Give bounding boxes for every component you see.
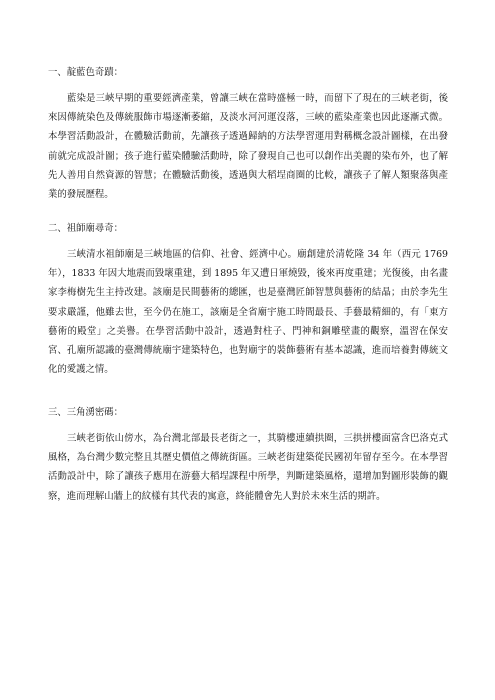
section-heading: 三、三角湧密碼： <box>48 407 124 418</box>
section-paragraph: 三峽清水祖師廟是三峽地區的信仰、社會、經濟中心。廟創建於清乾隆 34 年（西元 1769 年），1833 年因大地震而毀壞重建，到 1895 年又遭日軍燒毀，後來再度重建；光復後，由名畫家李梅樹先生主持改建。該廟是民間藝術的總匯，也是臺灣匠師智慧與藝術的結晶；由於李先生要求嚴謹，他雖去世，至今仍在施工，該廟是全省廟宇施工時間最長、手藝最精細的，有「東方藝術的殿堂」之美譽。在學習活動中設計，透過對柱子、門神和銅雕壁畫的觀察，溫習在保安宮、孔廟所認識的臺灣傳統廟宇建築特色，也對廟宇的裝飾藝術有基本認識，進而培養對傳統文化的愛護之情。 <box>48 249 448 376</box>
section-indigo-dye <box>48 66 448 204</box>
section-heading: 二、祖師廟尋奇： <box>48 223 124 234</box>
section-paragraph: 三峽老街依山傍水，為台灣北部最長老街之一，其騎樓連續拱圈，三拱拼樓面富含巴洛克式風格，為台灣少數完整且其歷史價值之傳統街區。三峽老街建築從民國初年留存至今。在本學習活動設計中，除了讓孩子應用在游藝大稻埕課程中所學，判斷建築風格，還增加對圖形裝飾的觀察，進而理解山牆上的紋樣有其代表的寓意，終能體會先人對於未來生活的期許。 <box>48 433 448 502</box>
section-paragraph: 藍染是三峽早期的重要經濟產業，曾讓三峽在當時盛極一時，而留下了現在的三峽老街，後來因傳統染色及傳統服飾市場逐漸萎縮，及淡水河河運沒落，三峽的藍染產業也因此逐漸式微。本學習活動設計，在體驗活動前，先讓孩子透過歸納的方法學習運用對稱概念設計圖樣，在出發前就完成設計圖；孩子進行藍染體驗活動時，除了發現自己也可以創作出美麗的染布外，也了解先人善用自然資源的智慧；在體驗活動後，透過與大稻埕商圈的比較，讓孩子了解人類聚落與產業的發展歷程。 <box>48 93 448 201</box>
section-old-street <box>48 406 448 506</box>
section-heading: 一、靛藍色奇蹟： <box>48 67 124 78</box>
section-temple <box>48 222 448 379</box>
